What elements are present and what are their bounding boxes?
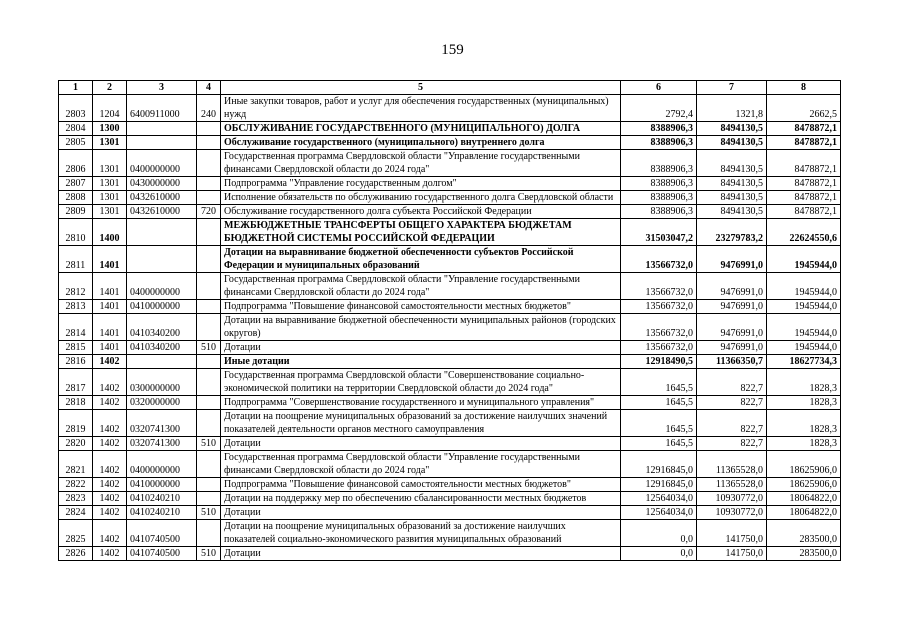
budget-table [58, 80, 841, 561]
amount-year1-cell: 13566732,0 [621, 314, 697, 341]
row-number-cell: 2804 [59, 122, 93, 136]
amount-year1-cell: 1645,5 [621, 437, 697, 451]
expense-type-cell [197, 219, 221, 246]
target-article-cell: 6400911000 [127, 95, 197, 122]
description-cell: Дотации на поощрение муниципальных образований за достижение наилучших значений показателей деятельности органов местного самоуправления [221, 410, 621, 437]
section-code-cell: 1401 [93, 300, 127, 314]
row-number-cell: 2821 [59, 451, 93, 478]
target-article-cell: 0400000000 [127, 273, 197, 300]
expense-type-cell [197, 191, 221, 205]
target-article-cell: 0410340200 [127, 314, 197, 341]
description-cell: Государственная программа Свердловской области "Управление государственными финансами Свердловской области до 2024 года" [221, 150, 621, 177]
section-code-cell: 1402 [93, 547, 127, 561]
amount-year2-cell: 8494130,5 [697, 150, 767, 177]
amount-year2-cell: 23279783,2 [697, 219, 767, 246]
row-number-cell: 2819 [59, 410, 93, 437]
amount-year1-cell: 12564034,0 [621, 492, 697, 506]
amount-year3-cell: 18064822,0 [767, 492, 841, 506]
amount-year3-cell: 8478872,1 [767, 122, 841, 136]
target-article-cell: 0410240210 [127, 506, 197, 520]
description-cell: Исполнение обязательств по обслуживанию государственного долга Свердловской области [221, 191, 621, 205]
amount-year2-cell: 9476991,0 [697, 314, 767, 341]
target-article-cell: 0400000000 [127, 451, 197, 478]
amount-year3-cell: 1945944,0 [767, 246, 841, 273]
amount-year3-cell: 1945944,0 [767, 273, 841, 300]
target-article-cell: 0320741300 [127, 410, 197, 437]
amount-year2-cell: 9476991,0 [697, 341, 767, 355]
amount-year3-cell: 1828,3 [767, 410, 841, 437]
table-row [59, 506, 841, 520]
target-article-cell [127, 355, 197, 369]
table-row [59, 369, 841, 396]
amount-year2-cell: 9476991,0 [697, 273, 767, 300]
amount-year2-cell: 8494130,5 [697, 122, 767, 136]
amount-year1-cell: 12918490,5 [621, 355, 697, 369]
section-code-cell: 1204 [93, 95, 127, 122]
amount-year1-cell: 12564034,0 [621, 506, 697, 520]
row-number-cell: 2818 [59, 396, 93, 410]
section-code-cell: 1402 [93, 410, 127, 437]
target-article-cell: 0300000000 [127, 369, 197, 396]
description-cell: Обслуживание государственного долга субъекта Российской Федерации [221, 205, 621, 219]
section-code-cell: 1301 [93, 191, 127, 205]
amount-year3-cell: 1828,3 [767, 437, 841, 451]
row-number-cell: 2825 [59, 520, 93, 547]
section-code-cell: 1402 [93, 355, 127, 369]
row-number-cell: 2822 [59, 478, 93, 492]
amount-year1-cell: 13566732,0 [621, 246, 697, 273]
amount-year3-cell: 1828,3 [767, 396, 841, 410]
amount-year3-cell: 8478872,1 [767, 136, 841, 150]
amount-year3-cell: 8478872,1 [767, 191, 841, 205]
target-article-cell: 0410740500 [127, 520, 197, 547]
row-number-cell: 2809 [59, 205, 93, 219]
description-cell: Дотации [221, 341, 621, 355]
table-row [59, 341, 841, 355]
section-code-cell: 1301 [93, 205, 127, 219]
target-article-cell: 0410240210 [127, 492, 197, 506]
description-cell: Подпрограмма "Повышение финансовой самостоятельности местных бюджетов" [221, 478, 621, 492]
description-cell: Дотации [221, 506, 621, 520]
amount-year3-cell: 22624550,6 [767, 219, 841, 246]
section-code-cell: 1401 [93, 246, 127, 273]
table-row [59, 95, 841, 122]
expense-type-cell [197, 122, 221, 136]
description-cell: Дотации [221, 547, 621, 561]
description-cell: Дотации на поддержку мер по обеспечению сбалансированности местных бюджетов [221, 492, 621, 506]
amount-year3-cell: 2662,5 [767, 95, 841, 122]
amount-year3-cell: 18627734,3 [767, 355, 841, 369]
table-row [59, 219, 841, 246]
row-number-cell: 2824 [59, 506, 93, 520]
section-code-cell: 1301 [93, 150, 127, 177]
target-article-cell: 0320741300 [127, 437, 197, 451]
amount-year1-cell: 13566732,0 [621, 341, 697, 355]
target-article-cell: 0432610000 [127, 205, 197, 219]
amount-year2-cell: 1321,8 [697, 95, 767, 122]
amount-year2-cell: 141750,0 [697, 547, 767, 561]
amount-year2-cell: 9476991,0 [697, 246, 767, 273]
amount-year2-cell: 10930772,0 [697, 492, 767, 506]
amount-year3-cell: 283500,0 [767, 520, 841, 547]
table-row [59, 355, 841, 369]
amount-year3-cell: 1945944,0 [767, 300, 841, 314]
description-cell: Иные дотации [221, 355, 621, 369]
row-number-cell: 2826 [59, 547, 93, 561]
table-header-row [59, 81, 841, 95]
amount-year1-cell: 8388906,3 [621, 150, 697, 177]
table-row [59, 547, 841, 561]
table-row [59, 122, 841, 136]
amount-year1-cell: 8388906,3 [621, 177, 697, 191]
section-code-cell: 1402 [93, 437, 127, 451]
section-code-cell: 1301 [93, 136, 127, 150]
row-number-cell: 2814 [59, 314, 93, 341]
table-row [59, 520, 841, 547]
page-number: 159 [441, 42, 464, 58]
table-row [59, 492, 841, 506]
header-cell: 5 [221, 81, 621, 95]
section-code-cell: 1400 [93, 219, 127, 246]
expense-type-cell: 510 [197, 547, 221, 561]
amount-year2-cell: 8494130,5 [697, 191, 767, 205]
row-number-cell: 2815 [59, 341, 93, 355]
expense-type-cell [197, 177, 221, 191]
section-code-cell: 1402 [93, 396, 127, 410]
expense-type-cell: 510 [197, 506, 221, 520]
amount-year1-cell: 13566732,0 [621, 300, 697, 314]
table-row [59, 273, 841, 300]
expense-type-cell [197, 396, 221, 410]
expense-type-cell [197, 355, 221, 369]
expense-type-cell [197, 150, 221, 177]
amount-year2-cell: 822,7 [697, 369, 767, 396]
table-row [59, 205, 841, 219]
amount-year1-cell: 8388906,3 [621, 136, 697, 150]
table-row [59, 150, 841, 177]
row-number-cell: 2803 [59, 95, 93, 122]
table-row [59, 191, 841, 205]
expense-type-cell [197, 136, 221, 150]
expense-type-cell [197, 369, 221, 396]
description-cell: Подпрограмма "Управление государственным долгом" [221, 177, 621, 191]
amount-year3-cell: 1945944,0 [767, 314, 841, 341]
amount-year2-cell: 11365528,0 [697, 451, 767, 478]
target-article-cell: 0400000000 [127, 150, 197, 177]
amount-year1-cell: 8388906,3 [621, 191, 697, 205]
expense-type-cell [197, 314, 221, 341]
amount-year1-cell: 8388906,3 [621, 205, 697, 219]
table-row [59, 396, 841, 410]
header-cell: 4 [197, 81, 221, 95]
expense-type-cell: 720 [197, 205, 221, 219]
amount-year2-cell: 10930772,0 [697, 506, 767, 520]
row-number-cell: 2812 [59, 273, 93, 300]
amount-year2-cell: 11366350,7 [697, 355, 767, 369]
amount-year1-cell: 13566732,0 [621, 273, 697, 300]
amount-year2-cell: 822,7 [697, 410, 767, 437]
amount-year1-cell: 1645,5 [621, 369, 697, 396]
section-code-cell: 1402 [93, 520, 127, 547]
description-cell: Дотации на выравнивание бюджетной обеспеченности муниципальных районов (городских округов) [221, 314, 621, 341]
description-cell: Дотации [221, 437, 621, 451]
table-row [59, 410, 841, 437]
amount-year1-cell: 0,0 [621, 520, 697, 547]
expense-type-cell: 240 [197, 95, 221, 122]
row-number-cell: 2807 [59, 177, 93, 191]
amount-year1-cell: 1645,5 [621, 396, 697, 410]
description-cell: Государственная программа Свердловской области "Совершенствование социально-экономической политики на территории Свердловской области до 2024 года" [221, 369, 621, 396]
section-code-cell: 1401 [93, 341, 127, 355]
header-cell: 3 [127, 81, 197, 95]
amount-year1-cell: 2792,4 [621, 95, 697, 122]
expense-type-cell [197, 520, 221, 547]
table-row [59, 246, 841, 273]
header-cell: 1 [59, 81, 93, 95]
expense-type-cell [197, 478, 221, 492]
description-cell: Государственная программа Свердловской области "Управление государственными финансами Свердловской области до 2024 года" [221, 273, 621, 300]
amount-year3-cell: 283500,0 [767, 547, 841, 561]
description-cell: Подпрограмма "Повышение финансовой самостоятельности местных бюджетов" [221, 300, 621, 314]
amount-year1-cell: 0,0 [621, 547, 697, 561]
header-cell: 8 [767, 81, 841, 95]
amount-year1-cell: 12916845,0 [621, 451, 697, 478]
amount-year3-cell: 1828,3 [767, 369, 841, 396]
target-article-cell: 0410000000 [127, 300, 197, 314]
table-row [59, 300, 841, 314]
row-number-cell: 2808 [59, 191, 93, 205]
expense-type-cell: 510 [197, 437, 221, 451]
header-cell: 6 [621, 81, 697, 95]
description-cell: Подпрограмма "Совершенствование государственного и муниципального управления" [221, 396, 621, 410]
description-cell: Обслуживание государственного (муниципального) внутреннего долга [221, 136, 621, 150]
table-row [59, 437, 841, 451]
row-number-cell: 2820 [59, 437, 93, 451]
amount-year2-cell: 8494130,5 [697, 177, 767, 191]
target-article-cell [127, 122, 197, 136]
amount-year2-cell: 822,7 [697, 396, 767, 410]
expense-type-cell [197, 300, 221, 314]
amount-year2-cell: 141750,0 [697, 520, 767, 547]
row-number-cell: 2805 [59, 136, 93, 150]
row-number-cell: 2811 [59, 246, 93, 273]
expense-type-cell [197, 492, 221, 506]
target-article-cell: 0410340200 [127, 341, 197, 355]
row-number-cell: 2817 [59, 369, 93, 396]
expense-type-cell: 510 [197, 341, 221, 355]
description-cell: Дотации на выравнивание бюджетной обеспеченности субъектов Российской Федерации и муниципальных образований [221, 246, 621, 273]
target-article-cell: 0430000000 [127, 177, 197, 191]
amount-year2-cell: 9476991,0 [697, 300, 767, 314]
amount-year3-cell: 8478872,1 [767, 150, 841, 177]
table-body [59, 95, 841, 561]
target-article-cell [127, 246, 197, 273]
table-row [59, 314, 841, 341]
description-cell: ОБСЛУЖИВАНИЕ ГОСУДАРСТВЕННОГО (МУНИЦИПАЛЬНОГО) ДОЛГА [221, 122, 621, 136]
amount-year3-cell: 18625906,0 [767, 451, 841, 478]
amount-year3-cell: 8478872,1 [767, 205, 841, 219]
section-code-cell: 1402 [93, 492, 127, 506]
row-number-cell: 2806 [59, 150, 93, 177]
row-number-cell: 2813 [59, 300, 93, 314]
description-cell: Дотации на поощрение муниципальных образований за достижение наилучших показателей социально-экономического развития муниципальных образований [221, 520, 621, 547]
amount-year1-cell: 8388906,3 [621, 122, 697, 136]
header-cell: 7 [697, 81, 767, 95]
amount-year3-cell: 18625906,0 [767, 478, 841, 492]
target-article-cell [127, 219, 197, 246]
table-row [59, 136, 841, 150]
target-article-cell [127, 136, 197, 150]
description-cell: МЕЖБЮДЖЕТНЫЕ ТРАНСФЕРТЫ ОБЩЕГО ХАРАКТЕРА БЮДЖЕТАМ БЮДЖЕТНОЙ СИСТЕМЫ РОССИЙСКОЙ ФЕДЕРАЦИИ [221, 219, 621, 246]
section-code-cell: 1402 [93, 478, 127, 492]
target-article-cell: 0410740500 [127, 547, 197, 561]
section-code-cell: 1401 [93, 273, 127, 300]
expense-type-cell [197, 246, 221, 273]
amount-year3-cell: 1945944,0 [767, 341, 841, 355]
amount-year3-cell: 18064822,0 [767, 506, 841, 520]
section-code-cell: 1402 [93, 369, 127, 396]
amount-year2-cell: 822,7 [697, 437, 767, 451]
amount-year2-cell: 11365528,0 [697, 478, 767, 492]
target-article-cell: 0410000000 [127, 478, 197, 492]
section-code-cell: 1402 [93, 451, 127, 478]
target-article-cell: 0432610000 [127, 191, 197, 205]
row-number-cell: 2810 [59, 219, 93, 246]
table-row [59, 451, 841, 478]
description-cell: Иные закупки товаров, работ и услуг для обеспечения государственных (муниципальных) нужд [221, 95, 621, 122]
table-row [59, 478, 841, 492]
description-cell: Государственная программа Свердловской области "Управление государственными финансами Свердловской области до 2024 года" [221, 451, 621, 478]
amount-year2-cell: 8494130,5 [697, 136, 767, 150]
header-cell: 2 [93, 81, 127, 95]
amount-year1-cell: 1645,5 [621, 410, 697, 437]
section-code-cell: 1401 [93, 314, 127, 341]
section-code-cell: 1402 [93, 506, 127, 520]
amount-year1-cell: 31503047,2 [621, 219, 697, 246]
section-code-cell: 1300 [93, 122, 127, 136]
amount-year3-cell: 8478872,1 [767, 177, 841, 191]
expense-type-cell [197, 410, 221, 437]
expense-type-cell [197, 273, 221, 300]
target-article-cell: 0320000000 [127, 396, 197, 410]
amount-year1-cell: 12916845,0 [621, 478, 697, 492]
row-number-cell: 2823 [59, 492, 93, 506]
section-code-cell: 1301 [93, 177, 127, 191]
row-number-cell: 2816 [59, 355, 93, 369]
amount-year2-cell: 8494130,5 [697, 205, 767, 219]
expense-type-cell [197, 451, 221, 478]
table-row [59, 177, 841, 191]
